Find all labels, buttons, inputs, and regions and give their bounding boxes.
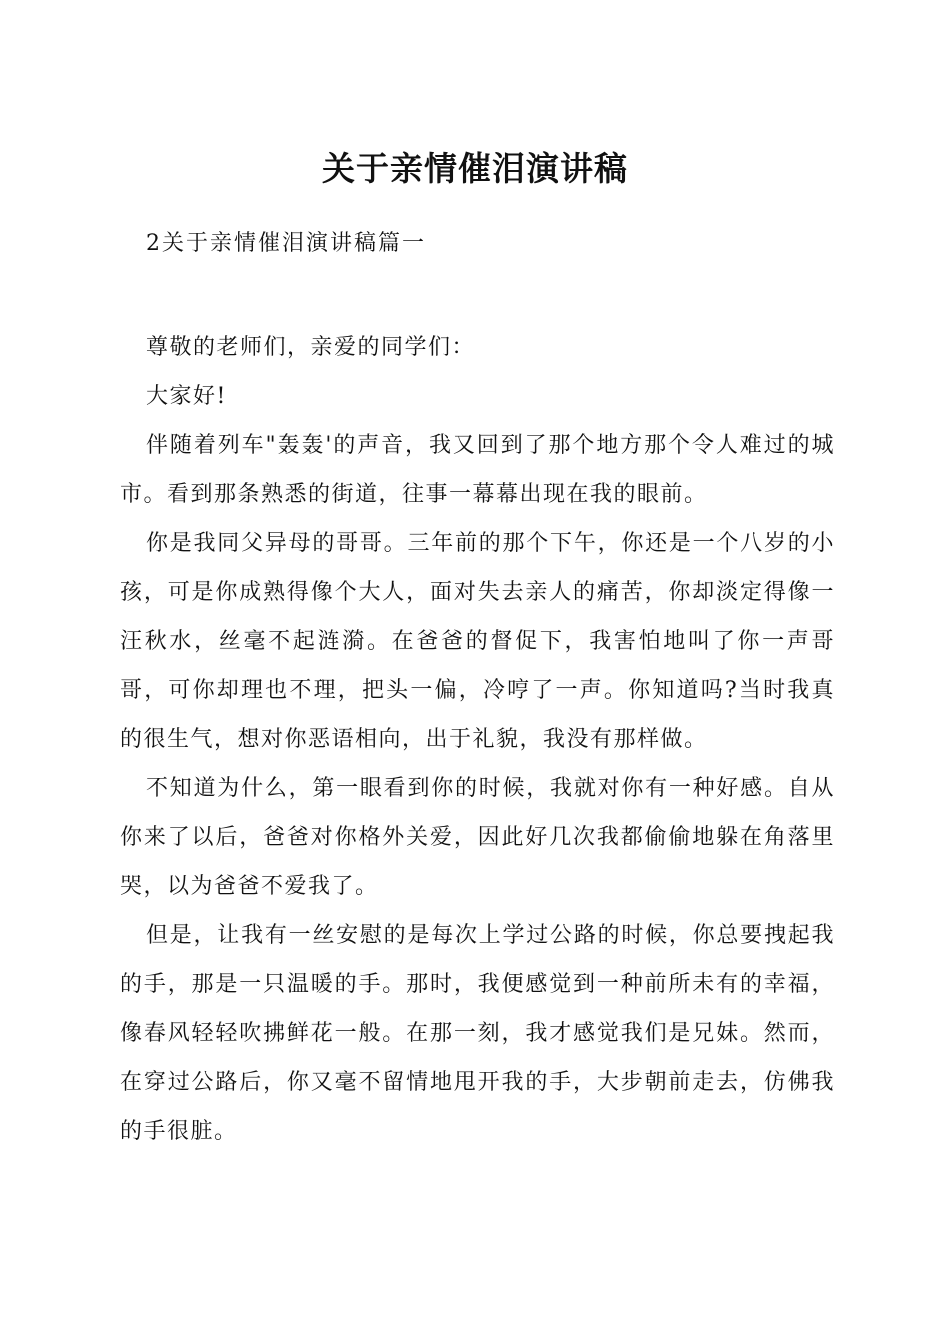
greeting-paragraph: 尊敬的老师们，亲爱的同学们： [146,335,476,360]
hello-paragraph: 大家好! [146,384,227,409]
body-paragraph: 伴随着列车"轰轰'的声音，我又回到了那个地方那个令人难过的城市。看到那条熟悉的街道，往事一幕幕出现在我的眼前。 [120,433,835,507]
document-body [120,323,835,1156]
page-title: 关于亲情催泪演讲稿 [322,149,628,188]
section-heading: 2关于亲情催泪演讲稿篇一 [146,231,426,256]
body-paragraph: 你是我同父异母的哥哥。三年前的那个下午，你还是一个八岁的小孩，可是你成熟得像个大人，面对失去亲人的痛苦，你却淡定得像一汪秋水，丝毫不起涟漪。在爸爸的督促下，我害怕地叫了你一声哥哥，可你却理也不理，把头一偏，冷哼了一声。你知道吗?当时我真的很生气，想对你恶语相向，出于礼貌，我没有那样做。 [120,531,835,752]
body-paragraph: 但是，让我有一丝安慰的是每次上学过公路的时候，你总要拽起我的手，那是一只温暖的手。那时，我便感觉到一种前所未有的幸福，像春风轻轻吹拂鲜花一般。在那一刻，我才感觉我们是兄妹。然而，在穿过公路后，你又毫不留情地甩开我的手，大步朝前走去，仿佛我的手很脏。 [120,923,835,1144]
body-paragraph: 不知道为什么，第一眼看到你的时候，我就对你有一种好感。自从你来了以后，爸爸对你格外关爱，因此好几次我都偷偷地躲在角落里哭，以为爸爸不爱我了。 [120,776,835,899]
